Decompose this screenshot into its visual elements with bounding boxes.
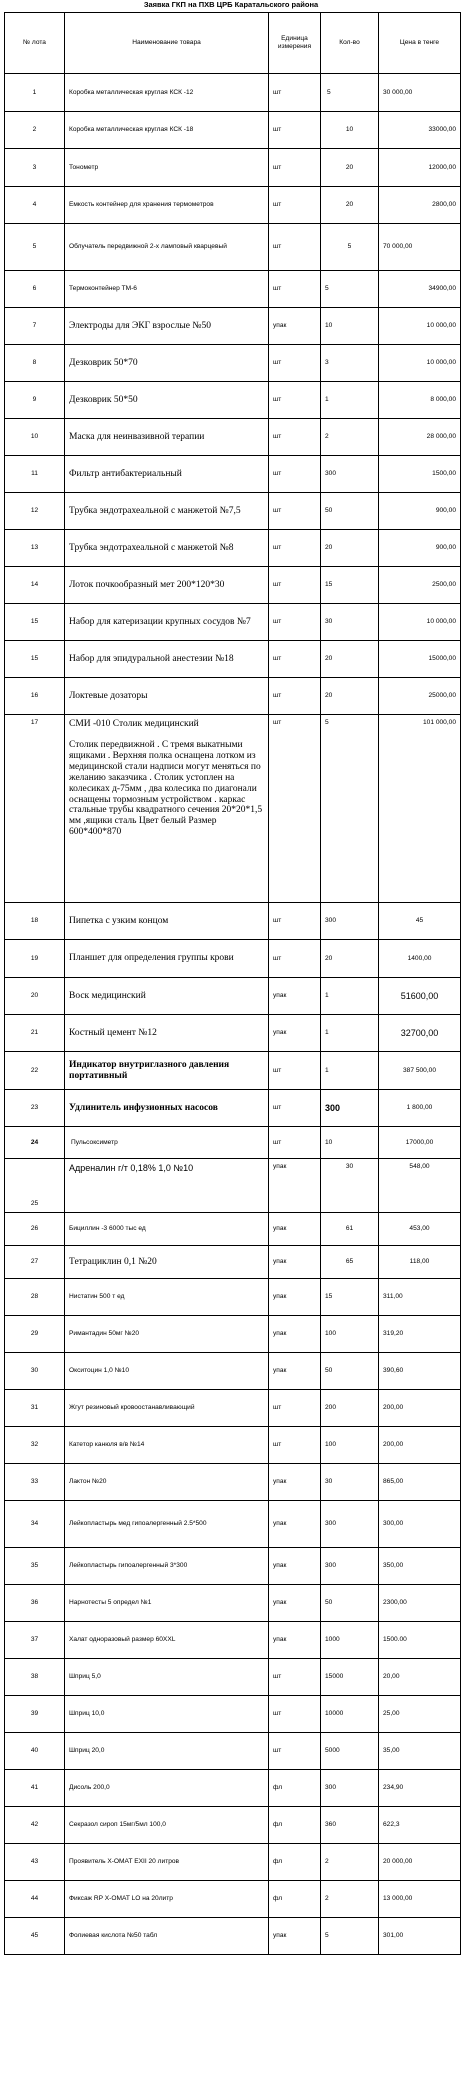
item-name: Термоконтейнер ТМ-6 — [65, 271, 269, 308]
item-qty: 5 — [321, 1918, 379, 1955]
table-row — [5, 1213, 461, 1246]
item-qty: 1 — [321, 978, 379, 1015]
item-unit: шт — [269, 271, 321, 308]
lot-number: 12 — [5, 493, 65, 530]
item-unit: шт — [269, 187, 321, 224]
table-row — [5, 224, 461, 271]
table-row — [5, 345, 461, 382]
item-price: 548,00 — [379, 1159, 461, 1213]
item-qty: 10 — [321, 1127, 379, 1159]
item-price: 20,00 — [379, 1659, 461, 1696]
item-unit: шт — [269, 149, 321, 187]
lot-number: 15 — [5, 641, 65, 678]
item-price: 200,00 — [379, 1390, 461, 1427]
lot-number: 22 — [5, 1052, 65, 1090]
item-name: Маска для неинвазивной терапии — [65, 419, 269, 456]
table-row — [5, 978, 461, 1015]
table-row — [5, 1807, 461, 1844]
item-unit: упак — [269, 1353, 321, 1390]
item-name: Коробка металлическая круглая КСК -18 — [65, 112, 269, 149]
table-row — [5, 187, 461, 224]
table-row — [5, 1015, 461, 1052]
item-name: Локтевые дозаторы — [65, 678, 269, 715]
lot-number: 44 — [5, 1881, 65, 1918]
item-name: Дисоль 200,0 — [65, 1770, 269, 1807]
lot-number: 11 — [5, 456, 65, 493]
item-price: 234,90 — [379, 1770, 461, 1807]
lot-number: 20 — [5, 978, 65, 1015]
item-name: СМИ -010 Столик медицинский — [69, 719, 199, 729]
item-price: 311,00 — [379, 1279, 461, 1316]
item-qty: 15000 — [321, 1659, 379, 1696]
item-name: Планшет для определения группы крови — [65, 940, 269, 978]
item-name: Фолиевая кислота №50 табл — [65, 1918, 269, 1955]
item-name: Нарнотесты 5 определ №1 — [65, 1585, 269, 1622]
lot-number: 30 — [5, 1353, 65, 1390]
item-name: Набор для эпидуральной анестезии №18 — [65, 641, 269, 678]
lot-number: 1 — [5, 74, 65, 112]
order-table — [4, 12, 461, 1955]
table-row — [5, 308, 461, 345]
lot-number: 41 — [5, 1770, 65, 1807]
item-price: 453,00 — [379, 1213, 461, 1246]
lot-number: 37 — [5, 1622, 65, 1659]
item-qty: 5 — [321, 271, 379, 308]
item-qty: 5 — [321, 224, 379, 271]
lot-number: 8 — [5, 345, 65, 382]
lot-number: 15 — [5, 604, 65, 641]
item-qty: 15 — [321, 1279, 379, 1316]
item-name: Окситоцин 1,0 №10 — [65, 1353, 269, 1390]
lot-number: 27 — [5, 1246, 65, 1279]
table-row — [5, 1770, 461, 1807]
table-row — [5, 1052, 461, 1090]
item-unit: шт — [269, 678, 321, 715]
item-price: 200,00 — [379, 1427, 461, 1464]
item-unit: шт — [269, 604, 321, 641]
item-price: 1500,00 — [379, 456, 461, 493]
item-qty: 50 — [321, 1353, 379, 1390]
item-price: 10 000,00 — [379, 345, 461, 382]
item-description: Столик передвижной . С тремя выкатными ящиками . Верхняя полка оснащена лотком из медицинской стали надписи могут меняться по желанию заказчика . Столик устоплен на колесиках д-75мм , два колесика по диагонали оснащены тормозным устройством . каркас стальные трубы квадратного сечения 20*20*1,5 мм ,ящики сталь Цвет белый Размер 600*400*870 — [69, 739, 263, 838]
item-qty: 20 — [321, 940, 379, 978]
item-unit: упак — [269, 1622, 321, 1659]
item-name: Тонометр — [65, 149, 269, 187]
item-name: Адреналин г/т 0,18% 1,0 №10 — [65, 1159, 269, 1213]
lot-number: 39 — [5, 1696, 65, 1733]
item-unit: упак — [269, 1918, 321, 1955]
table-row — [5, 1279, 461, 1316]
item-name: Удлинитель инфузионных насосов — [65, 1090, 269, 1127]
item-name: Бициллин -3 6000 тыс ед — [65, 1213, 269, 1246]
item-price: 13 000,00 — [379, 1881, 461, 1918]
item-name: Нистатин 500 т ед — [65, 1279, 269, 1316]
table-row — [5, 1501, 461, 1548]
lot-number: 40 — [5, 1733, 65, 1770]
lot-number: 18 — [5, 903, 65, 940]
lot-number: 42 — [5, 1807, 65, 1844]
item-unit: шт — [269, 567, 321, 604]
item-unit: фл — [269, 1881, 321, 1918]
lot-number: 9 — [5, 382, 65, 419]
item-price: 622,3 — [379, 1807, 461, 1844]
item-qty: 5 — [321, 715, 379, 903]
item-name: Емкость контейнер для хранения термометров — [65, 187, 269, 224]
table-row — [5, 1127, 461, 1159]
table-row — [5, 1159, 461, 1213]
lot-number: 7 — [5, 308, 65, 345]
item-price: 350,00 — [379, 1548, 461, 1585]
item-price: 17000,00 — [379, 1127, 461, 1159]
item-qty: 10 — [321, 308, 379, 345]
item-price: 8 000,00 — [379, 382, 461, 419]
item-unit: шт — [269, 1127, 321, 1159]
lot-number: 14 — [5, 567, 65, 604]
item-name: Костный цемент №12 — [65, 1015, 269, 1052]
lot-number: 34 — [5, 1501, 65, 1548]
item-price: 387 500,00 — [379, 1052, 461, 1090]
item-price: 51600,00 — [379, 978, 461, 1015]
item-name: Набор для катеризации крупных сосудов №7 — [65, 604, 269, 641]
item-qty: 5000 — [321, 1733, 379, 1770]
lot-number: 3 — [5, 149, 65, 187]
item-unit: шт — [269, 715, 321, 903]
item-qty: 20 — [321, 678, 379, 715]
item-name: Пипетка с узким концом — [65, 903, 269, 940]
item-name: Проявитель X-OMAT EXII 20 литров — [65, 1844, 269, 1881]
table-row — [5, 493, 461, 530]
item-qty: 10000 — [321, 1696, 379, 1733]
item-unit: шт — [269, 224, 321, 271]
table-row — [5, 567, 461, 604]
item-name: Катетор канюля в/в №14 — [65, 1427, 269, 1464]
item-qty: 1000 — [321, 1622, 379, 1659]
item-qty: 30 — [321, 1464, 379, 1501]
item-unit: шт — [269, 903, 321, 940]
table-row — [5, 1390, 461, 1427]
item-qty: 3 — [321, 345, 379, 382]
lot-number: 45 — [5, 1918, 65, 1955]
item-price: 300,00 — [379, 1501, 461, 1548]
item-unit: шт — [269, 1733, 321, 1770]
lot-number: 25 — [5, 1159, 65, 1213]
lot-number: 31 — [5, 1390, 65, 1427]
item-price: 900,00 — [379, 530, 461, 567]
table-row — [5, 112, 461, 149]
lot-number: 32 — [5, 1427, 65, 1464]
item-unit: упак — [269, 1213, 321, 1246]
col-header-unit: Единица измерения — [269, 13, 321, 74]
item-name: Электроды для ЭКГ взрослые №50 — [65, 308, 269, 345]
table-row — [5, 1548, 461, 1585]
lot-number: 28 — [5, 1279, 65, 1316]
item-price: 301,00 — [379, 1918, 461, 1955]
item-qty: 10 — [321, 112, 379, 149]
item-price: 390,60 — [379, 1353, 461, 1390]
lot-number: 17 — [5, 715, 65, 903]
col-header-lot: № лота — [5, 13, 65, 74]
lot-number: 33 — [5, 1464, 65, 1501]
table-row — [5, 1246, 461, 1279]
item-unit: шт — [269, 1052, 321, 1090]
table-row — [5, 382, 461, 419]
item-price: 101 000,00 — [379, 715, 461, 903]
item-qty: 300 — [321, 1548, 379, 1585]
item-unit: шт — [269, 1090, 321, 1127]
table-row — [5, 715, 461, 903]
lot-number: 19 — [5, 940, 65, 978]
item-qty: 300 — [321, 1090, 379, 1127]
item-qty: 20 — [321, 187, 379, 224]
item-qty: 5 — [321, 74, 379, 112]
item-name: Халат одноразовый размер 60XXL — [65, 1622, 269, 1659]
item-name: Воск медицинский — [65, 978, 269, 1015]
col-header-price: Цена в тенге — [379, 13, 461, 74]
item-name: Трубка эндотрахеальной с манжетой №8 — [65, 530, 269, 567]
table-row — [5, 1733, 461, 1770]
item-unit: упак — [269, 1501, 321, 1548]
item-unit: шт — [269, 74, 321, 112]
item-name: Шприц 10,0 — [65, 1696, 269, 1733]
item-unit: упак — [269, 1585, 321, 1622]
item-name: Лейкопластырь мед гипоалергенный 2.5*500 — [65, 1501, 269, 1548]
item-unit: шт — [269, 530, 321, 567]
item-price: 25000,00 — [379, 678, 461, 715]
item-unit: шт — [269, 382, 321, 419]
item-qty: 300 — [321, 1770, 379, 1807]
item-unit: упак — [269, 1015, 321, 1052]
item-price: 118,00 — [379, 1246, 461, 1279]
lot-number: 4 — [5, 187, 65, 224]
item-unit: шт — [269, 1659, 321, 1696]
item-price: 15000,00 — [379, 641, 461, 678]
item-price: 2500,00 — [379, 567, 461, 604]
item-name: Облучатель передвижной 2-х ламповый кварцевый — [65, 224, 269, 271]
table-row — [5, 149, 461, 187]
item-qty: 300 — [321, 1501, 379, 1548]
table-row — [5, 604, 461, 641]
item-price: 1 800,00 — [379, 1090, 461, 1127]
item-unit: шт — [269, 940, 321, 978]
table-row — [5, 903, 461, 940]
table-row — [5, 419, 461, 456]
item-name: Римантадин 50мг №20 — [65, 1316, 269, 1353]
item-qty: 65 — [321, 1246, 379, 1279]
item-price: 2300,00 — [379, 1585, 461, 1622]
item-name: Трубка эндотрахеальной с манжетой №7,5 — [65, 493, 269, 530]
table-row — [5, 1427, 461, 1464]
item-price: 32700,00 — [379, 1015, 461, 1052]
table-row — [5, 1844, 461, 1881]
item-price: 10 000,00 — [379, 308, 461, 345]
lot-number: 35 — [5, 1548, 65, 1585]
lot-number: 16 — [5, 678, 65, 715]
table-row — [5, 1881, 461, 1918]
lot-number: 10 — [5, 419, 65, 456]
table-row — [5, 1918, 461, 1955]
item-unit: шт — [269, 345, 321, 382]
item-name: Коробка металлическая круглая КСК -12 — [65, 74, 269, 112]
item-qty: 61 — [321, 1213, 379, 1246]
item-qty: 100 — [321, 1427, 379, 1464]
table-row — [5, 1090, 461, 1127]
table-row — [5, 1585, 461, 1622]
item-price: 1500.00 — [379, 1622, 461, 1659]
item-unit: шт — [269, 1696, 321, 1733]
item-name: Лейкопластырь гипоалергенный 3*300 — [65, 1548, 269, 1585]
item-unit: шт — [269, 493, 321, 530]
item-unit: упак — [269, 1159, 321, 1213]
item-qty: 15 — [321, 567, 379, 604]
item-name: Секразол сироп 15мг/5мл 100,0 — [65, 1807, 269, 1844]
item-price: 319,20 — [379, 1316, 461, 1353]
item-price: 10 000,00 — [379, 604, 461, 641]
item-name: Индикатор внутриглазного давления портативный — [65, 1052, 269, 1090]
item-name: Лоток почкообразный мет 200*120*30 — [65, 567, 269, 604]
table-row — [5, 1622, 461, 1659]
item-qty: 1 — [321, 1015, 379, 1052]
item-name-cell — [65, 715, 269, 903]
item-name: Дезковрик 50*50 — [65, 382, 269, 419]
item-unit: шт — [269, 419, 321, 456]
item-unit: фл — [269, 1844, 321, 1881]
item-unit: упак — [269, 1279, 321, 1316]
item-price: 1400,00 — [379, 940, 461, 978]
item-price: 30 000,00 — [379, 74, 461, 112]
item-price: 900,00 — [379, 493, 461, 530]
table-header-row — [5, 13, 461, 74]
table-row — [5, 1696, 461, 1733]
item-price: 12000,00 — [379, 149, 461, 187]
item-qty: 1 — [321, 1052, 379, 1090]
lot-number: 6 — [5, 271, 65, 308]
table-row — [5, 271, 461, 308]
item-qty: 50 — [321, 1585, 379, 1622]
item-qty: 30 — [321, 604, 379, 641]
item-qty: 20 — [321, 530, 379, 567]
item-qty: 20 — [321, 641, 379, 678]
item-qty: 1 — [321, 382, 379, 419]
item-name: Шприц 20,0 — [65, 1733, 269, 1770]
item-unit: фл — [269, 1807, 321, 1844]
item-price: 20 000,00 — [379, 1844, 461, 1881]
item-name: Дезковрик 50*70 — [65, 345, 269, 382]
table-row — [5, 74, 461, 112]
item-qty: 2 — [321, 419, 379, 456]
item-qty: 300 — [321, 456, 379, 493]
lot-number: 29 — [5, 1316, 65, 1353]
item-qty: 100 — [321, 1316, 379, 1353]
lot-number: 36 — [5, 1585, 65, 1622]
item-name: Шприц 5,0 — [65, 1659, 269, 1696]
lot-number: 24 — [5, 1127, 65, 1159]
table-row — [5, 940, 461, 978]
item-unit: фл — [269, 1770, 321, 1807]
item-unit: шт — [269, 112, 321, 149]
item-qty: 30 — [321, 1159, 379, 1213]
document-title: Заявка ГКП на ПХВ ЦРБ Каратальского района — [143, 0, 319, 9]
item-price: 33000,00 — [379, 112, 461, 149]
item-unit: шт — [269, 1427, 321, 1464]
lot-number: 13 — [5, 530, 65, 567]
col-header-qty: Кол-во — [321, 13, 379, 74]
item-unit: упак — [269, 1316, 321, 1353]
table-row — [5, 1464, 461, 1501]
item-price: 34900,00 — [379, 271, 461, 308]
lot-number: 43 — [5, 1844, 65, 1881]
lot-number: 26 — [5, 1213, 65, 1246]
table-row — [5, 1353, 461, 1390]
item-price: 45 — [379, 903, 461, 940]
item-unit: шт — [269, 1390, 321, 1427]
item-unit: шт — [269, 641, 321, 678]
item-qty: 2 — [321, 1881, 379, 1918]
table-row — [5, 530, 461, 567]
table-row — [5, 1316, 461, 1353]
item-name: Пульсоксиметр — [65, 1127, 269, 1159]
table-row — [5, 641, 461, 678]
item-unit: упак — [269, 1464, 321, 1501]
item-name: Фильтр антибактериальный — [65, 456, 269, 493]
item-qty: 200 — [321, 1390, 379, 1427]
item-unit: упак — [269, 978, 321, 1015]
item-price: 25,00 — [379, 1696, 461, 1733]
item-qty: 300 — [321, 903, 379, 940]
item-unit: упак — [269, 308, 321, 345]
item-qty: 20 — [321, 149, 379, 187]
item-name: Фиксаж RP X-OMAT LO на 20литр — [65, 1881, 269, 1918]
lot-number: 21 — [5, 1015, 65, 1052]
table-row — [5, 456, 461, 493]
lot-number: 2 — [5, 112, 65, 149]
lot-number: 5 — [5, 224, 65, 271]
col-header-name: Наименование товара — [65, 13, 269, 74]
lot-number: 23 — [5, 1090, 65, 1127]
item-qty: 50 — [321, 493, 379, 530]
item-price: 2800,00 — [379, 187, 461, 224]
item-name: Лактон №20 — [65, 1464, 269, 1501]
item-price: 35,00 — [379, 1733, 461, 1770]
item-unit: упак — [269, 1246, 321, 1279]
item-qty: 360 — [321, 1807, 379, 1844]
item-unit: шт — [269, 456, 321, 493]
item-name: Тетрациклин 0,1 №20 — [65, 1246, 269, 1279]
item-price: 865,00 — [379, 1464, 461, 1501]
item-name: Жгут резиновый кровоостанавливающий — [65, 1390, 269, 1427]
item-price: 70 000,00 — [379, 224, 461, 271]
table-row — [5, 1659, 461, 1696]
item-qty: 2 — [321, 1844, 379, 1881]
table-row — [5, 678, 461, 715]
item-price: 28 000,00 — [379, 419, 461, 456]
lot-number: 38 — [5, 1659, 65, 1696]
item-unit: упак — [269, 1548, 321, 1585]
